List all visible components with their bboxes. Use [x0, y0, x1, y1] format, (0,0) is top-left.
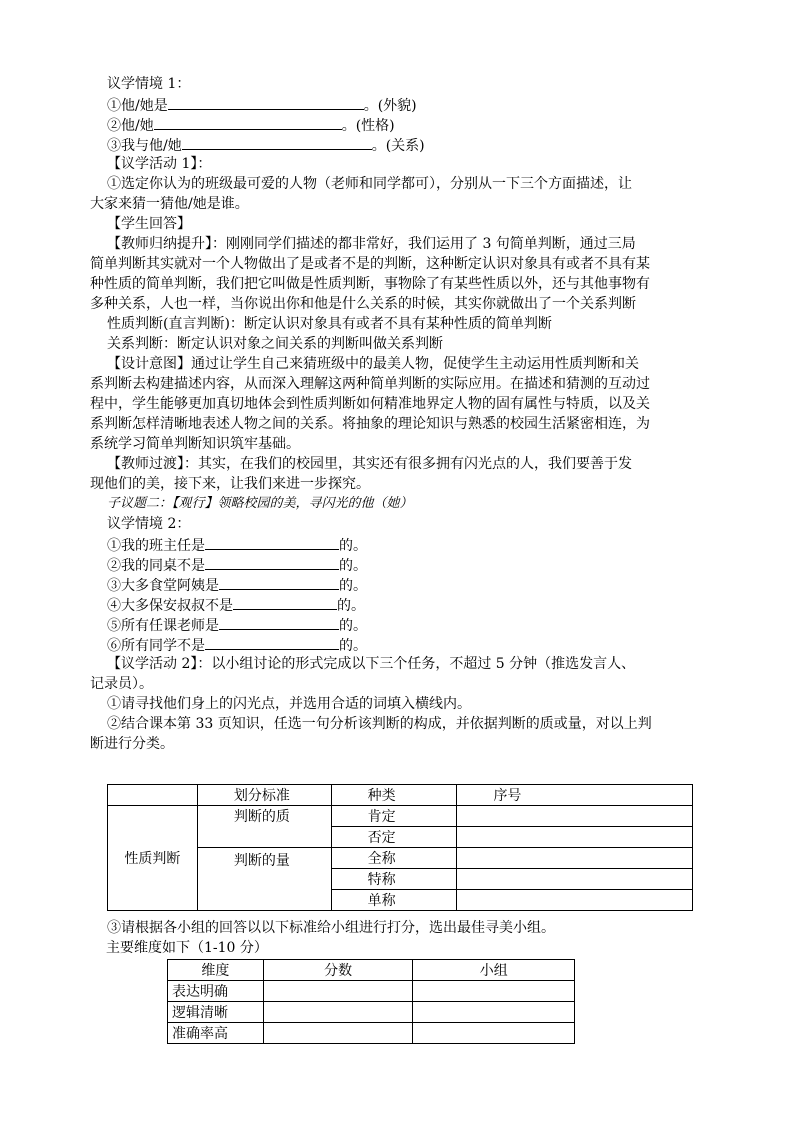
fill-in-blank[interactable]: [205, 634, 339, 650]
activity1-title: 【议学活动 1】：: [107, 156, 212, 172]
dimension-cell: 逻辑清晰: [168, 1002, 264, 1023]
score-input-cell[interactable]: [263, 1002, 413, 1023]
fill-in-prefix: ③大多食堂阿姨是: [107, 578, 219, 594]
kind-cell: 否定: [331, 827, 457, 848]
activity2-line: 记录员）。: [90, 676, 153, 692]
table-row: [168, 1023, 575, 1044]
teacher-summary-line: 多种关系，人也一样，当你说出你和他是什么关系的时候，其实你就做出了一个关系判断: [90, 296, 636, 312]
table-header-cell: 分数: [263, 960, 413, 981]
fill-in-blank[interactable]: [233, 594, 337, 610]
document-body: [90, 74, 717, 754]
activity2-task3: ③请根据各小组的回答以以下标准给小组进行打分，选出最佳寻美小组。: [107, 920, 555, 936]
design-intent-line: 系判断去构建描述内容，从而深入理解这两种简单判断的实际应用。在描述和猜测的互动过: [90, 376, 650, 392]
serial-input-cell[interactable]: [457, 827, 693, 848]
fill-in-prefix: ⑤所有任课老师是: [107, 618, 219, 634]
scenario1-title: 议学情境 1：: [107, 76, 191, 92]
activity2-task1: ①请寻找他们身上的闪光点，并选用合适的词填入横线内。: [107, 696, 471, 712]
fill-in-line: [107, 134, 717, 154]
fill-in-prefix: ⑥所有同学不是: [107, 638, 205, 654]
dimension-cell: 准确率高: [168, 1023, 264, 1044]
design-intent-line: 【设计意图】通过让学生自己来猜班级中的最美人物，促使学生主动运用性质判断和关: [107, 356, 639, 372]
scenario1-items: [107, 94, 717, 154]
serial-input-cell[interactable]: [457, 869, 693, 890]
fill-in-line: [107, 114, 717, 134]
fill-in-suffix: 的。: [339, 538, 367, 554]
table-header-row: [108, 785, 693, 806]
fill-in-line: [107, 534, 717, 554]
kind-cell: 特称: [331, 869, 457, 890]
fill-in-suffix: 。(外貌): [363, 98, 417, 114]
teacher-summary-line: 简单判断其实就对一个人物做出了是或者不是的判断，这种断定认识对象具有或者不具有某: [90, 256, 650, 272]
fill-in-suffix: 的。: [337, 598, 365, 614]
fill-in-prefix: ①我的班主任是: [107, 538, 205, 554]
activity2-line: 【议学活动 2】：以小组讨论的形式完成以下三个任务，不超过 5 分钟（推选发言人、: [107, 656, 636, 672]
group-input-cell[interactable]: [413, 1023, 575, 1044]
table-header-cell: 划分标准: [197, 785, 331, 806]
fill-in-blank[interactable]: [219, 614, 339, 630]
fill-in-blank[interactable]: [205, 534, 339, 550]
fill-in-prefix: ④大多保安叔叔不是: [107, 598, 233, 614]
fill-in-suffix: 。(性格): [341, 118, 395, 134]
table-row: [108, 806, 693, 827]
fill-in-line: [107, 634, 717, 654]
fill-in-prefix: ①他/她是: [107, 98, 168, 114]
fill-in-suffix: 的。: [339, 618, 367, 634]
serial-input-cell[interactable]: [457, 806, 693, 827]
teacher-summary-line: 【教师归纳提升】：刚刚同学们描述的都非常好，我们运用了 3 句简单判断，通过三局: [107, 236, 636, 252]
kind-cell: 肯定: [331, 806, 457, 827]
design-intent-line: 系判断怎样清晰地表述人物之间的关系。将抽象的理论知识与熟悉的校园生活紧密相连，为: [90, 416, 650, 432]
fill-in-line: [107, 614, 717, 634]
fill-in-line: [107, 594, 717, 614]
fill-in-line: [107, 554, 717, 574]
design-intent-line: 程中，学生能够更加真切地体会到性质判断如何精准地界定人物的固有属性与特质，以及关: [90, 396, 650, 412]
fill-in-suffix: 。(关系): [371, 138, 425, 154]
fill-in-blank[interactable]: [168, 94, 364, 110]
fill-in-suffix: 的。: [339, 578, 367, 594]
table-header-row: [168, 960, 575, 981]
definition-qualitative: 性质判断(直言判断)：断定认识对象具有或者不具有某种性质的简单判断: [107, 316, 552, 332]
criterion-cell: 判断的量: [197, 848, 331, 911]
criterion-cell: 判断的质: [197, 806, 331, 848]
after-table-block: [107, 918, 727, 958]
score-input-cell[interactable]: [263, 981, 413, 1002]
scenario2-title: 议学情境 2：: [107, 516, 191, 532]
sub-topic-2: 子议题二：【观行】领略校园的美，寻闪光的他（她）: [107, 496, 413, 511]
fill-in-prefix: ②我的同桌不是: [107, 558, 205, 574]
score-input-cell[interactable]: [263, 1023, 413, 1044]
kind-cell: 全称: [331, 848, 457, 869]
scoring-title: 主要维度如下（1-10 分）: [106, 940, 268, 956]
kind-cell: 单称: [331, 890, 457, 911]
fill-in-prefix: ②他/她: [107, 118, 154, 134]
fill-in-suffix: 的。: [339, 638, 367, 654]
group-input-cell[interactable]: [413, 981, 575, 1002]
student-answer: 【学生回答】: [107, 216, 191, 232]
fill-in-blank[interactable]: [182, 134, 372, 150]
fill-in-blank[interactable]: [205, 554, 339, 570]
scenario2-items: [107, 534, 717, 654]
group-input-cell[interactable]: [413, 1002, 575, 1023]
activity1-text: ①选定你认为的班级最可爱的人物（老师和同学都可），分别从一下三个方面描述，让: [107, 176, 632, 192]
fill-in-blank[interactable]: [219, 574, 339, 590]
table-row: [168, 1002, 575, 1023]
fill-in-prefix: ③我与他/她: [107, 138, 182, 154]
activity2-task2-cont: 断进行分类。: [90, 736, 174, 752]
table-row: [168, 981, 575, 1002]
teacher-summary-line: 种性质的简单判断，我们把它叫做是性质判断，事物除了有某些性质以外，还与其他事物有: [90, 276, 650, 292]
table-header-cell: 种类: [331, 785, 457, 806]
design-intent-line: 系统学习简单判断知识筑牢基础。: [90, 436, 300, 452]
table-header-cell: [108, 785, 198, 806]
table-header-cell: 维度: [168, 960, 264, 981]
row-label-cell: 性质判断: [108, 806, 198, 911]
table-header-cell: 序号: [457, 785, 693, 806]
table-header-cell: 小组: [413, 960, 575, 981]
fill-in-blank[interactable]: [154, 114, 342, 130]
teacher-transition-line: 现他们的美，接下来，让我们来进一步探究。: [90, 476, 370, 492]
fill-in-line: [107, 94, 717, 114]
dimension-cell: 表达明确: [168, 981, 264, 1002]
serial-input-cell[interactable]: [457, 848, 693, 869]
definition-relational: 关系判断：断定认识对象之间关系的判断叫做关系判断: [107, 336, 443, 352]
activity2-task2: ②结合课本第 33 页知识，任选一句分析该判断的构成，并依据判断的质或量，对以上判: [107, 716, 652, 732]
serial-input-cell[interactable]: [457, 890, 693, 911]
teacher-transition-line: 【教师过渡】：其实，在我们的校园里，其实还有很多拥有闪光点的人，我们要善于发: [107, 456, 632, 472]
fill-in-suffix: 的。: [339, 558, 367, 574]
fill-in-line: [107, 574, 717, 594]
classification-table: [107, 784, 693, 911]
activity1-text-cont: 大家来猜一猜他/她是谁。: [90, 196, 249, 212]
scoring-table: [167, 959, 575, 1044]
